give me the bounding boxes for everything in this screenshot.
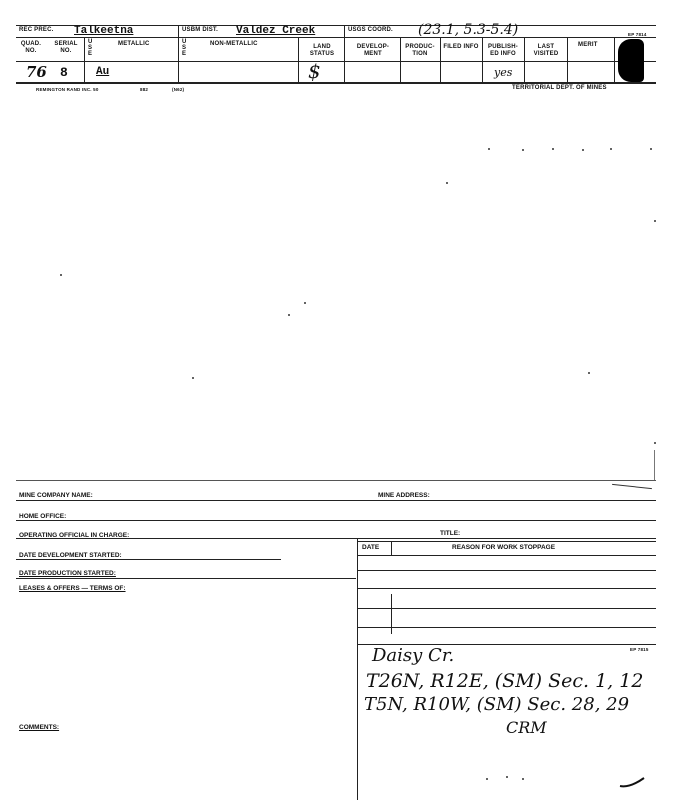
usbm-dist-label: USBM DIST. bbox=[182, 27, 219, 33]
serial-no-value: 8 bbox=[60, 65, 68, 80]
mine-address-label: MINE ADDRESS: bbox=[378, 492, 430, 499]
home-office-label: HOME OFFICE: bbox=[19, 513, 67, 520]
date-production-started-label: DATE PRODUCTION STARTED: bbox=[19, 570, 116, 577]
leases-offers-label: LEASES & OFFERS — TERMS OF: bbox=[19, 585, 126, 592]
printer-code-2: (N62) bbox=[172, 87, 185, 92]
handwritten-location-2: T5N, R10W, (SM) Sec. 28, 29 bbox=[364, 694, 630, 715]
punch-mark-icon bbox=[618, 39, 644, 82]
production-header: PRODUC-TION bbox=[405, 44, 435, 57]
land-status-value: $ bbox=[308, 59, 321, 83]
title-label: TITLE: bbox=[440, 530, 461, 537]
development-header: DEVELOP-MENT bbox=[356, 44, 390, 57]
date-column-header: DATE bbox=[362, 544, 380, 551]
filed-info-header: FILED INFO bbox=[443, 44, 479, 50]
use-nonmetallic-header: U S E bbox=[182, 39, 187, 57]
rec-prec-value: Talkeetna bbox=[74, 25, 134, 37]
form-number-top: EP 7814 bbox=[628, 32, 647, 37]
reason-column-header: REASON FOR WORK STOPPAGE bbox=[452, 544, 556, 551]
usgs-coord-value: (23.1, 5.3-5.4) bbox=[418, 22, 519, 38]
use-metallic-header: U S E bbox=[88, 39, 93, 57]
non-metallic-header: NON-METALLIC bbox=[210, 41, 258, 47]
usgs-coord-label: USGS COORD. bbox=[348, 27, 393, 33]
operating-official-label: OPERATING OFFICIAL IN CHARGE: bbox=[19, 532, 130, 539]
last-visited-header: LAST VISITED bbox=[533, 44, 559, 57]
usbm-dist-value: Valdez Creek bbox=[236, 25, 316, 37]
metallic-value: Au bbox=[96, 66, 110, 78]
land-status-header: LAND STATUS bbox=[309, 44, 335, 57]
territorial-dept: TERRITORIAL DEPT. OF MINES bbox=[512, 85, 607, 91]
handwritten-creek-name: Daisy Cr. bbox=[372, 645, 455, 666]
published-info-value: yes bbox=[494, 66, 513, 79]
merit-header: MERIT bbox=[578, 42, 598, 48]
printer-imprint: REMINGTON RAND INC. 50 bbox=[36, 87, 99, 92]
handwritten-location-1: T26N, R12E, (SM) Sec. 1, 12 bbox=[366, 670, 644, 692]
printer-code: 882 bbox=[140, 87, 149, 92]
quad-no-value: 76 bbox=[26, 63, 47, 81]
quad-no-header: QUAD. NO. bbox=[20, 41, 42, 54]
serial-no-header: SERIAL NO. bbox=[54, 41, 78, 54]
mine-company-name-label: MINE COMPANY NAME: bbox=[19, 492, 93, 499]
metallic-header: METALLIC bbox=[118, 41, 150, 47]
pen-stroke bbox=[612, 484, 652, 489]
form-number-bottom: EP 7815 bbox=[630, 647, 649, 652]
published-info-header: PUBLISH-ED INFO bbox=[488, 44, 518, 57]
comments-label: COMMENTS: bbox=[19, 724, 60, 731]
check-mark-icon bbox=[618, 776, 646, 790]
date-development-started-label: DATE DEVELOPMENT STARTED: bbox=[19, 552, 122, 559]
rec-prec-label: REC PREC. bbox=[19, 27, 54, 33]
handwritten-initials: CRM bbox=[506, 718, 547, 737]
